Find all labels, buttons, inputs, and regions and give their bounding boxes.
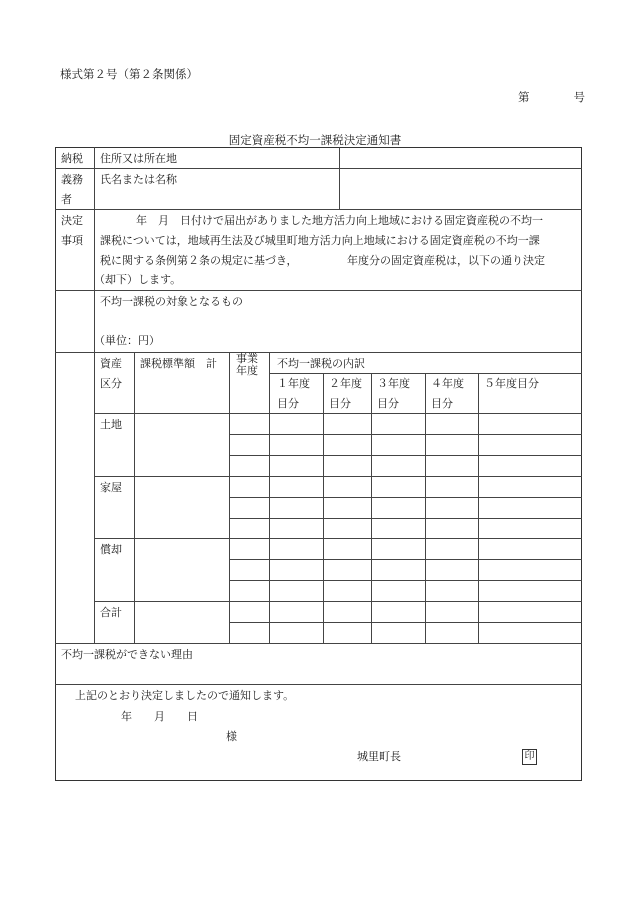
decision-text-line-3b: 年度分の固定資産税は，以下の通り決定 [347,254,545,267]
year-5-label: ５年度目分 [484,377,539,390]
year-4-suffix: 目分 [431,397,453,410]
decision-text-line-3a: 税に関する条例第２条の規定に基づき， [100,254,298,267]
rule [94,601,582,602]
rule [229,434,582,435]
rule [94,538,582,539]
rule [229,580,582,581]
rule [55,209,582,210]
rule [229,497,582,498]
rule [94,413,582,414]
year-4-label: ４年度 [431,377,464,390]
decision-text-line-4: （却下）します。 [94,273,182,286]
decision-text-line-2: 課税については，地域再生法及び城里町地方活力向上地域における固定資産税の不均一課 [100,234,540,247]
name-label: 氏名または名称 [100,173,177,186]
year-1-label: １年度 [277,377,310,390]
notice-date: 年 月 日 [121,710,198,723]
rule [229,455,582,456]
rule [425,373,426,643]
decision-label-1: 決定 [61,214,83,227]
rule [55,290,582,291]
seal-mark: 印 [522,749,537,765]
col-year-2: 年度 [236,364,258,377]
rule [339,147,340,209]
year-3-suffix: 目分 [377,397,399,410]
year-2-suffix: 目分 [329,397,351,410]
rule [478,373,479,643]
col-asset-2: 区分 [100,377,122,390]
document-title: 固定資産税不均一課税決定通知書 [228,133,402,147]
rule [323,373,324,643]
year-2-label: ２年度 [329,377,362,390]
row-total: 合計 [100,606,122,619]
taxpayer-label-1: 納税 [61,152,83,165]
row-building: 家屋 [100,481,122,494]
rule [94,476,582,477]
row-depreciable: 償却 [100,543,122,556]
rule [229,559,582,560]
rule [269,352,270,643]
address-label: 住所又は所在地 [100,152,177,165]
col-standard: 課税標準額 計 [140,357,217,370]
row-land: 土地 [100,418,122,431]
number-suffix: 号 [573,90,585,104]
rule [55,168,582,169]
subject-heading: 不均一課税の対象となるもの [100,295,243,308]
rule [94,147,95,290]
notice-statement: 上記のとおり決定しましたので通知します。 [75,689,295,702]
rule [134,352,135,643]
number-prefix: 第 [518,90,530,104]
year-3-label: ３年度 [377,377,410,390]
year-1-suffix: 目分 [277,397,299,410]
unit-label: （単位：円） [94,334,160,347]
document-number [518,89,585,105]
form-label: 様式第２号（第２条関係） [60,67,198,81]
reason-label: 不均一課税ができない理由 [61,648,193,661]
taxpayer-label-3: 者 [61,193,72,206]
rule [229,518,582,519]
col-year-1: 事業 [236,352,258,365]
col-breakdown: 不均一課税の内訳 [277,357,365,370]
decision-text-line-1: 年 月 日付けで届出がありました地方活力向上地域における固定資産税の不均一 [136,214,543,227]
recipient-honorific: 様 [226,730,237,743]
rule [229,622,582,623]
decision-label-2: 事項 [61,234,83,247]
rule [371,373,372,643]
taxpayer-label-2: 義務 [61,173,83,186]
rule [55,684,582,685]
rule [55,643,582,644]
col-asset-1: 資産 [100,357,122,370]
issuer-name: 城里町長 [357,750,401,763]
rule [229,352,230,643]
